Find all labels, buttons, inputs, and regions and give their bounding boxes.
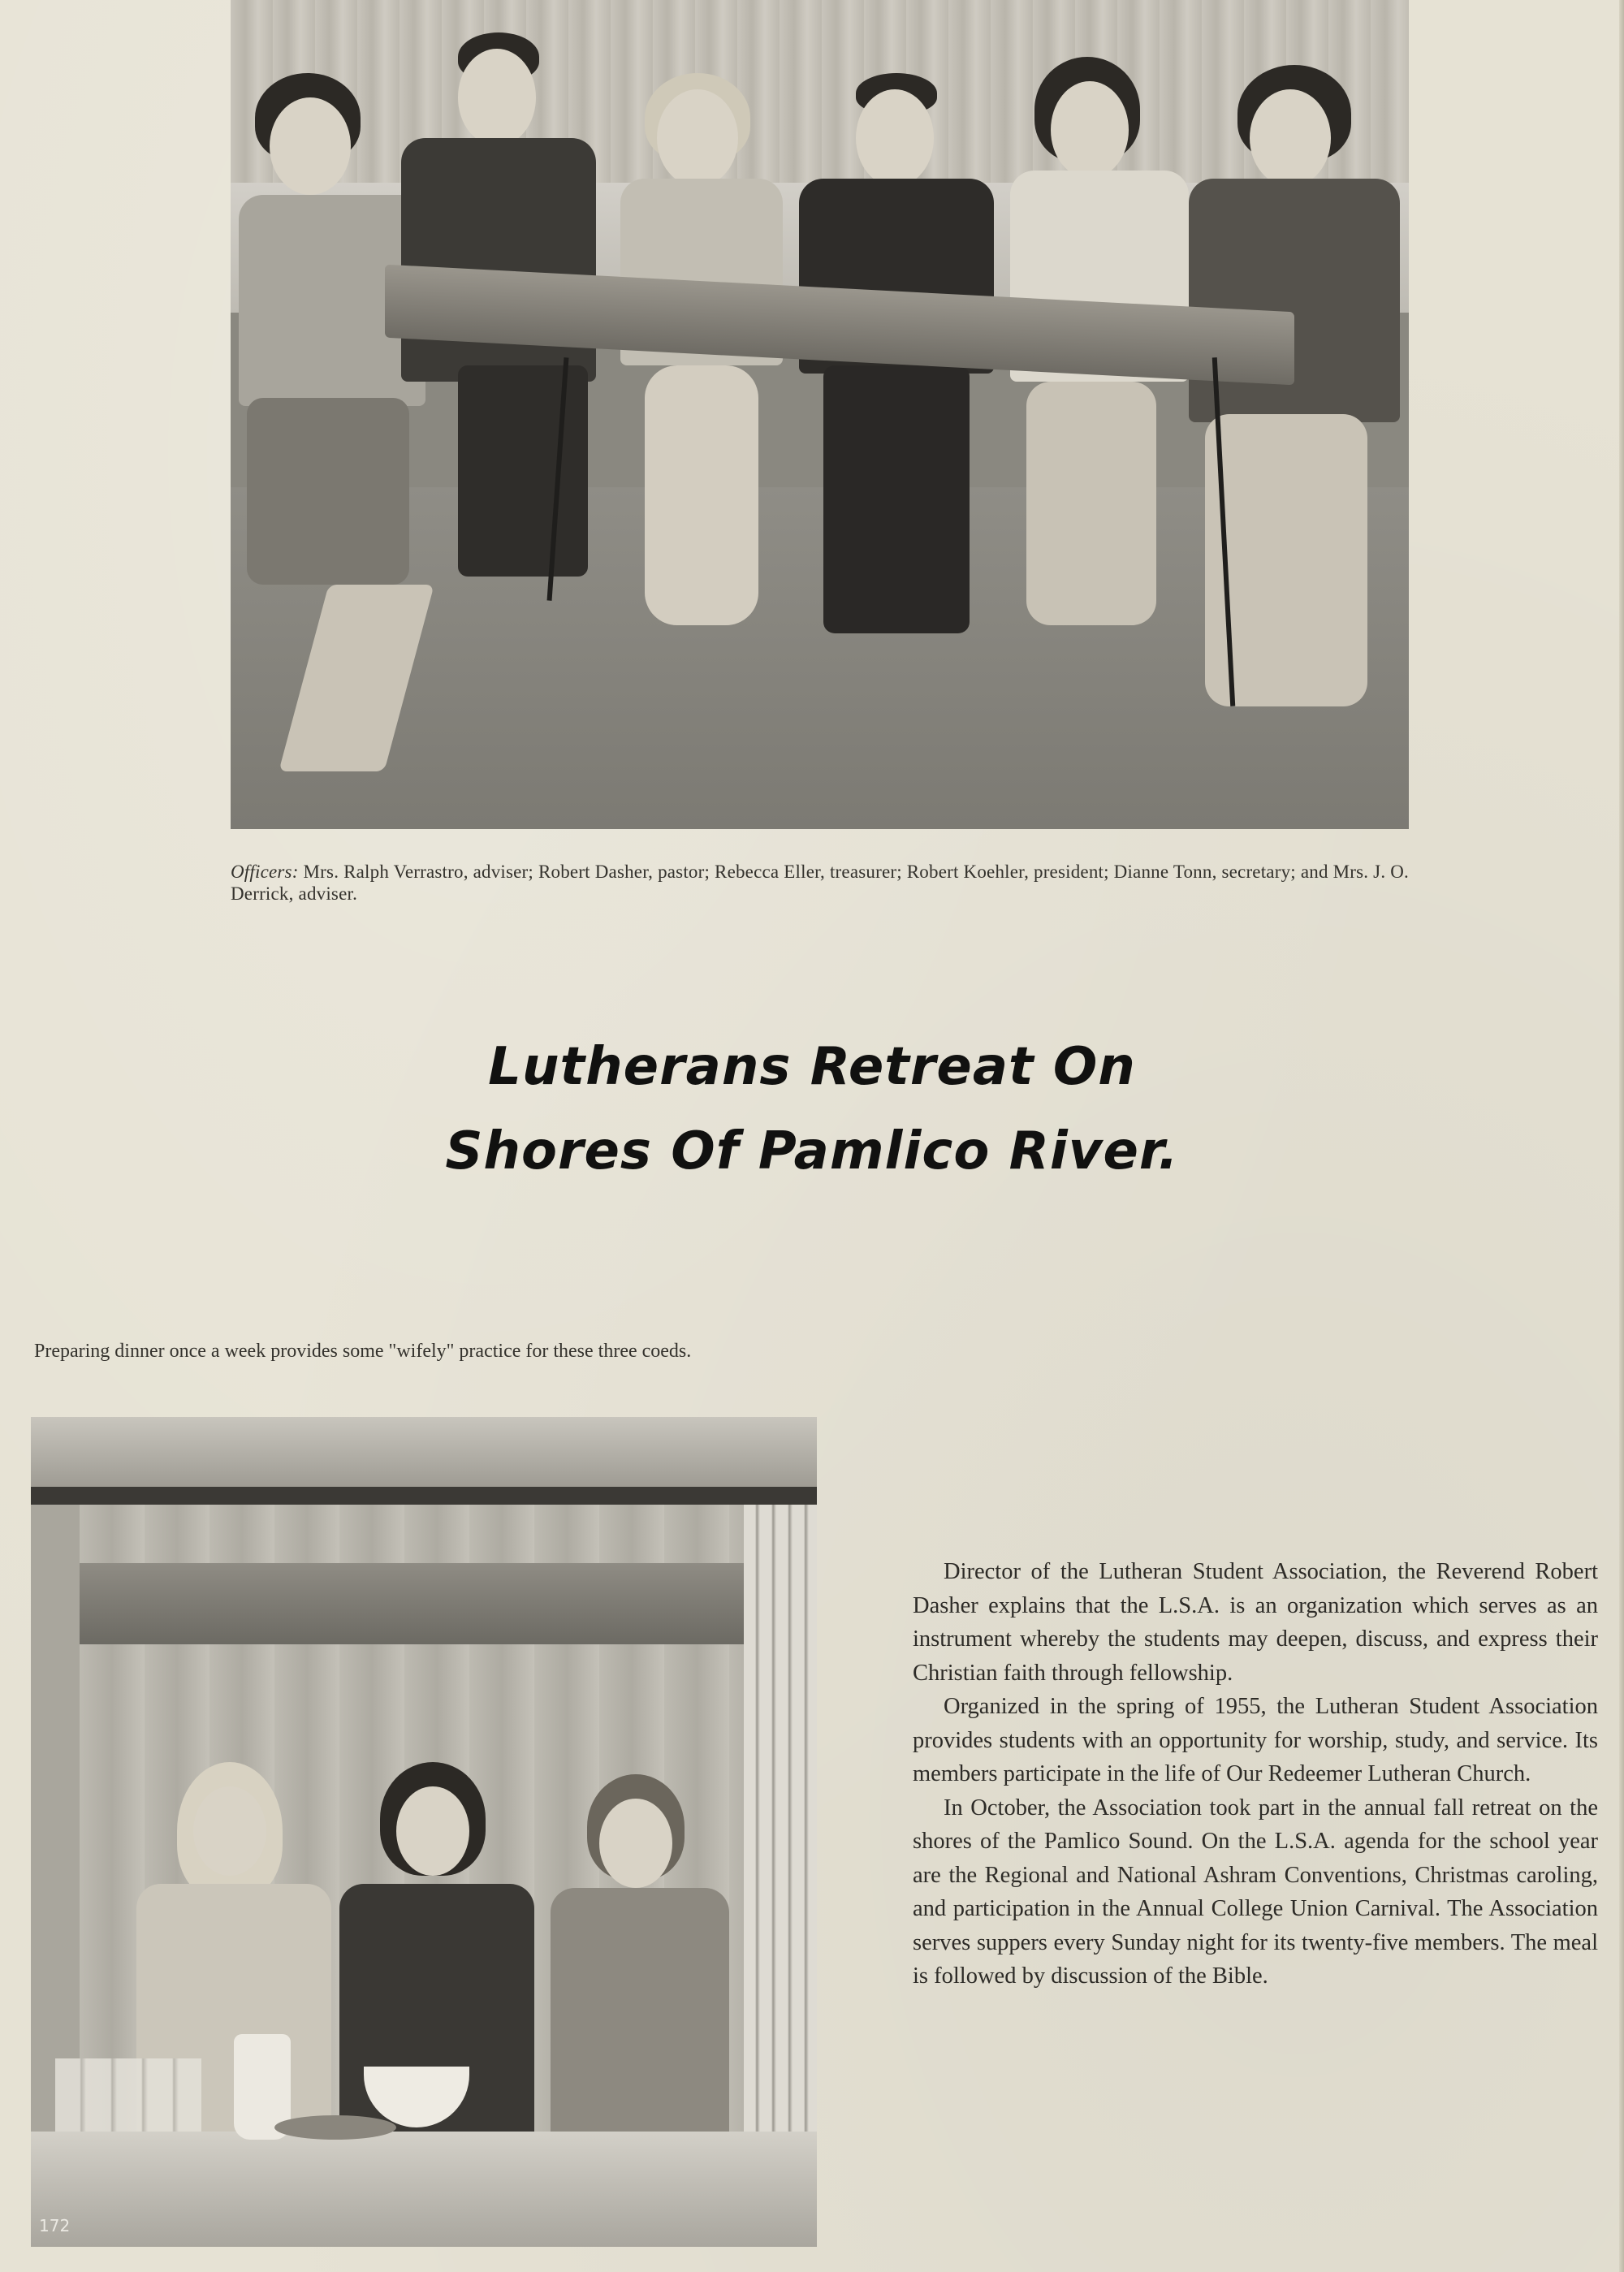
article-body [913, 1555, 1598, 1993]
window-frame-bar [31, 1487, 817, 1505]
dinner-caption: Preparing dinner once a week provides some "wifely" practice for these three coeds. [34, 1341, 692, 1362]
page-edge [1619, 0, 1624, 2272]
glasses [55, 2058, 201, 2132]
coed-figure [542, 1774, 737, 2180]
headline-line-2: Shores Of Pamlico River. [445, 1121, 1179, 1181]
officers-photo [231, 0, 1409, 829]
dinner-photo [31, 1417, 817, 2247]
article-headline [309, 1025, 1315, 1194]
serving-window-frame [31, 1417, 817, 1490]
officers-caption [231, 861, 1409, 905]
article-paragraph: Organized in the spring of 1955, the Lutheran Student Association provides students with an opportunity for worship, study, and service. Its members participate in the life of Our Redeemer Lutheran Church. [913, 1694, 1598, 1786]
article-paragraph: In October, the Association took part in the annual fall retreat on the shores of the Pamlico Sound. On the L.S.A. agenda for the school year are the Regional and National Ashram Conventions, Christmas caroling, and participation in the Annual College Union Carnival. The Association serves suppers every Sunday night for its twenty-five members. The meal is followed by discussion of the Bible. [913, 1795, 1598, 1989]
article-paragraph: Director of the Lutheran Student Association, the Reverend Robert Dasher explains that the L.S.A. is an organization which serves as an instrument whereby the students may deepen, discuss, and express their Christian faith through fellowship. [913, 1559, 1598, 1686]
caption-label: Officers: [231, 862, 299, 882]
folding-door [744, 1505, 817, 2170]
kitchen-beam [80, 1563, 745, 1644]
officer-figure [369, 24, 612, 674]
caption-text: Mrs. Ralph Verrastro, adviser; Robert Dasher, pastor; Rebecca Eller, treasurer; Robert Koehler, president; Dianne Tonn, secretary; and Mrs. J. O. Derrick, adviser. [231, 862, 1410, 904]
page-number: 172 [39, 2216, 71, 2235]
kitchen-counter [31, 2132, 817, 2247]
plate [274, 2115, 396, 2140]
headline-line-1: Lutherans Retreat On [488, 1037, 1136, 1097]
